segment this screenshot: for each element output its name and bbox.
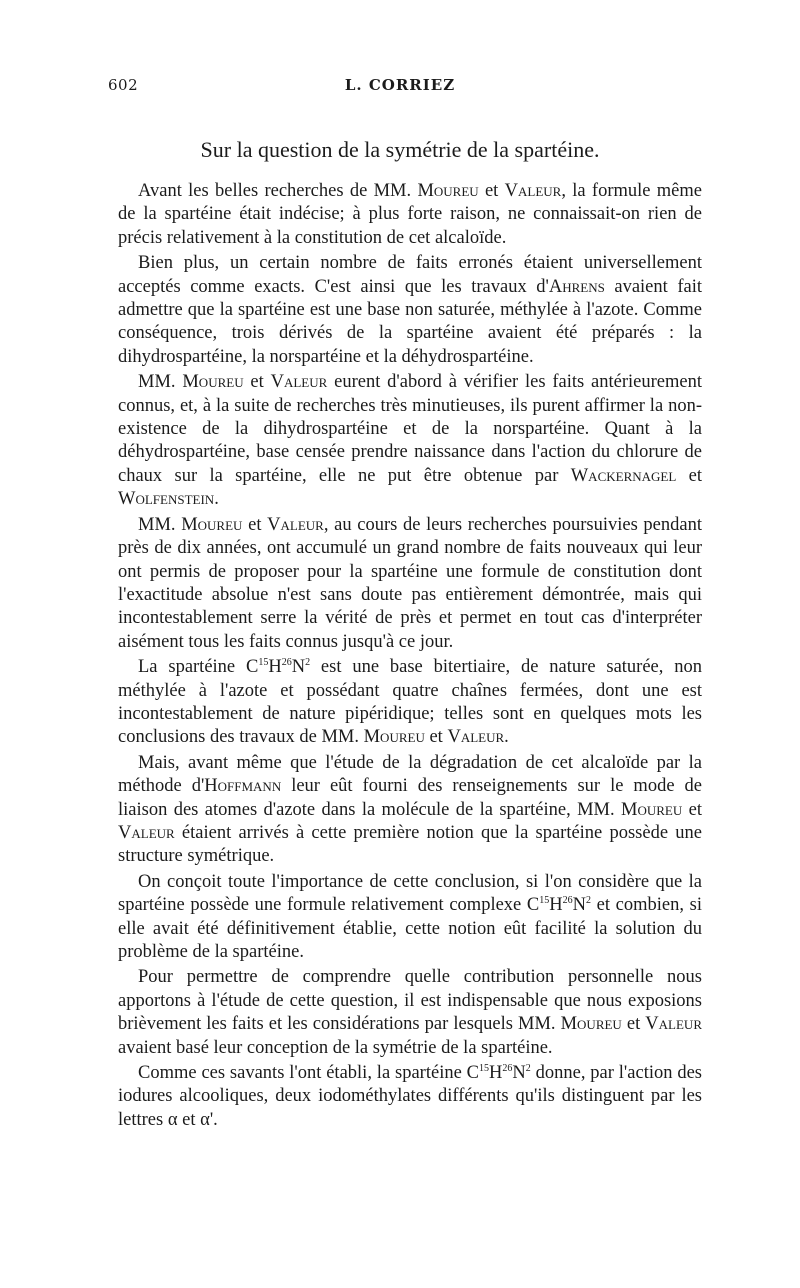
author-name: Moureu: [363, 727, 425, 748]
paragraph-2: Bien plus, un certain nombre de faits erronés étaient universellement acceptés comme exacts. C'est ainsi que les travaux d'Ahrens avaient fait admettre que la spartéine est une base non saturée, méthylée à l'azote. Comme conséquence, trois dérivés de la spartéine avaient été préparés : la dihydrospartéine, la norspartéine et la déhydrospartéine.: [118, 253, 702, 367]
formula-c-count: 15: [258, 656, 269, 668]
author-name: Valeur: [504, 181, 562, 201]
formula-n-count: 2: [305, 656, 311, 668]
author-name: Valeur: [118, 822, 175, 843]
formula-h-count: 26: [502, 1062, 513, 1074]
page-number: 602: [108, 76, 139, 94]
author-name: Hoffmann: [204, 776, 282, 797]
formula-n-count: 2: [525, 1062, 531, 1074]
paragraph-7: On conçoit toute l'importance de cette conclusion, si l'on considère que la spartéine possède une formule relativement complexe $C^{15}H^{26}N^2$ et combien, si elle avait été définitivement établie, cette notion eût facilité la solution du problème de la spartéine.: [118, 871, 702, 962]
author-name: Valeur: [270, 372, 328, 393]
author-name: Moureu: [181, 514, 243, 535]
author-name: Moureu: [417, 181, 479, 201]
formula-h-count: 26: [562, 895, 573, 907]
formula-c-count: 15: [539, 895, 550, 907]
paragraph-8: Pour permettre de comprendre quelle contribution personnelle nous apportons à l'étude de cette question, il est indispensable que nous exposions brièvement les faits et les considérations par lesquels MM. Moureu et Valeur avaient basé leur conception de la symétrie de la spartéine.: [118, 967, 702, 1058]
formula-n-count: 2: [586, 895, 592, 907]
author-name: Moureu: [621, 799, 683, 820]
formula-h-count: 26: [281, 656, 292, 668]
author-name: Wackernagel: [570, 465, 677, 486]
formula-c-count: 15: [479, 1062, 489, 1074]
author-name: Wolfenstein: [118, 489, 215, 510]
author-name: Valeur: [645, 1014, 702, 1035]
running-head: L. CORRIEZ: [344, 76, 456, 94]
section-title: Sur la question de la symétrie de la spartéine.: [200, 137, 600, 162]
page-header: [108, 76, 692, 102]
author-name: Ahrens: [548, 276, 605, 297]
body-text: [118, 180, 702, 1134]
author-name: Valeur: [447, 727, 505, 748]
paragraph-5: La spartéine $C^{15}H^{26}N^2$ est une base bitertiaire, de nature saturée, non méthylée à l'azote et possédant quatre chaînes fermées, dont une est incontestablement de nature pipéridique; telles sont en quelques mots les conclusions des travaux de MM. Moureu et Valeur.: [118, 656, 702, 748]
author-name: Valeur: [267, 514, 324, 535]
paragraph-4: MM. Moureu et Valeur, au cours de leurs recherches poursuivies pendant près de dix années, ont accumulé un grand nombre de faits nouveaux qui leur ont permis de proposer pour la spartéine une formule de constitution dont l'exactitude absolue n'est sans doute pas entièrement démontrée, mais qui incontestablement serre la vérité de près et permet en tout cas d'interpréter aisément tous les faits connus jusqu'à ce jour.: [118, 514, 702, 652]
paragraph-1: Avant les belles recherches de MM. Moureu et Valeur, la formule même de la spartéine était indécise; à plus forte raison, ne connaissait-on rien de précis relativement à la constitution de cet alcaloïde.: [118, 181, 702, 248]
paragraph-3: MM. Moureu et Valeur eurent d'abord à vérifier les faits antérieurement connus, et, à la suite de recherches très minutieuses, ils purent affirmer la non-existence de la dihydrospartéine et de la norspartéine. Quant à la déhydrospartéine, base censée prendre naissance dans l'action du chlorure de chaux sur la spartéine, elle ne put être obtenue par Wackernagel et Wolfenstein.: [118, 372, 702, 510]
author-name: Moureu: [560, 1014, 622, 1035]
paragraph-6: Mais, avant même que l'étude de la dégradation de cet alcaloïde par la méthode d'Hoffmann leur eût fourni des renseignements sur le mode de liaison des atomes d'azote dans la molécule de la spartéine, MM. Moureu et Valeur étaient arrivés à cette première notion que la spartéine possède une structure symétrique.: [118, 752, 702, 867]
paragraph-9: Comme ces savants l'ont établi, la spartéine $C^{15}H^{26}N^2$ donne, par l'action des iodures alcooliques, deux iodométhylates différents qu'ils distinguent par les lettres α et α'.: [118, 1062, 702, 1130]
author-name: Moureu: [182, 372, 244, 393]
